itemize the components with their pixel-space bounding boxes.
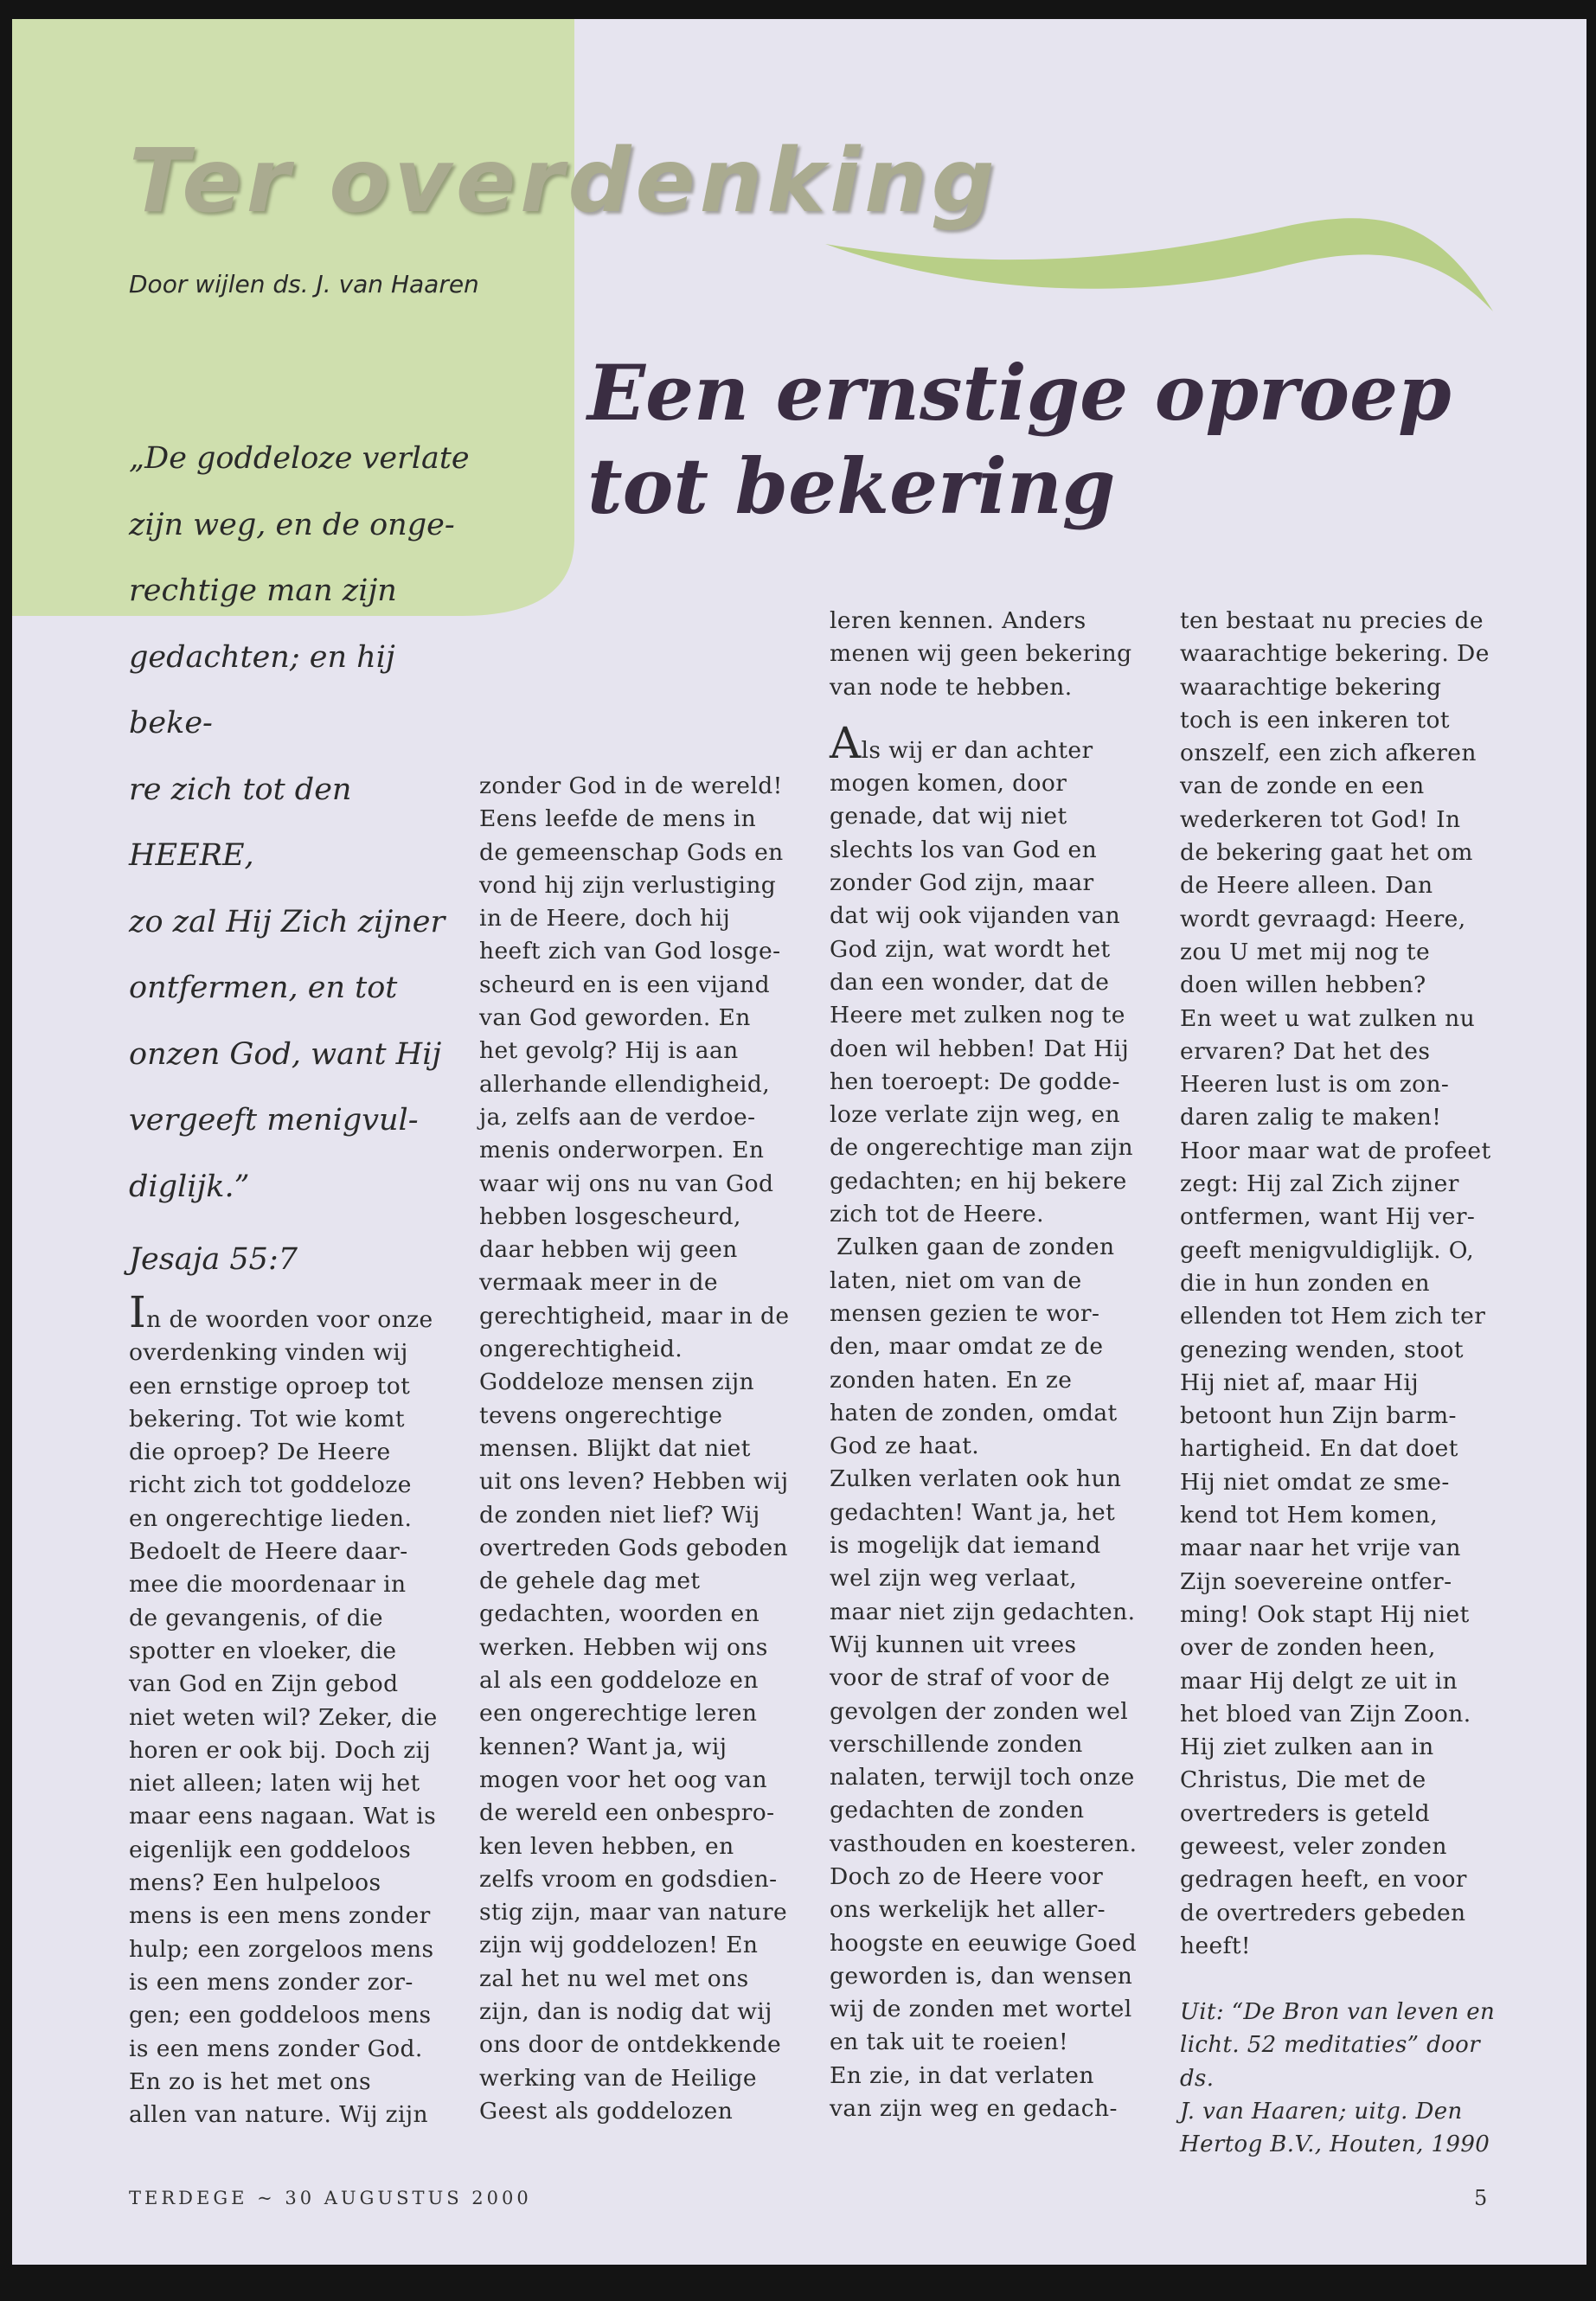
- text-line: dan een wonder, dat de: [830, 968, 1110, 996]
- text-line: kennen? Want ja, wij: [479, 1733, 727, 1760]
- text-line: waarachtige bekering. De: [1180, 640, 1490, 668]
- text-line: de bekering gaat het om: [1180, 839, 1473, 867]
- text-line: zonder God zijn, maar: [830, 869, 1094, 897]
- text-line: een ernstige oproep tot: [129, 1372, 411, 1400]
- text-line: mens is een mens zonder: [129, 1902, 431, 1930]
- text-line: onszelf, een zich afkeren: [1180, 740, 1477, 767]
- text-line: genade, dat wij niet: [830, 803, 1067, 830]
- text-line: van God geworden. En: [479, 1004, 751, 1032]
- text-line: van node te hebben.: [830, 673, 1073, 701]
- text-line: is mogelijk dat iemand: [830, 1532, 1101, 1560]
- text-line: toch is een inkeren tot: [1180, 706, 1450, 734]
- text-line: nalaten, terwijl toch onze: [830, 1764, 1135, 1791]
- text-line: wij de zonden met wortel: [830, 1996, 1132, 2023]
- text-line: allen van nature. Wij zijn: [129, 2101, 428, 2129]
- text-line: Hij ziet zulken aan in: [1180, 1734, 1434, 1761]
- text-line: mogen komen, door: [830, 770, 1067, 798]
- title-line-2: tot bekering: [587, 441, 1116, 531]
- paragraph: [1180, 605, 1513, 1963]
- text-line: gen; een goddeloos mens: [129, 2002, 432, 2029]
- text-line: de overtreders gebeden: [1180, 1899, 1466, 1926]
- text-line: zonden haten. En ze: [830, 1366, 1073, 1394]
- source-citation: [1180, 1996, 1513, 2161]
- text-line: waar wij ons nu van God: [479, 1170, 774, 1197]
- text-line: waarachtige bekering: [1180, 673, 1442, 701]
- text-line: niet alleen; laten wij het: [129, 1770, 420, 1798]
- text-line: hebben losgescheurd,: [479, 1202, 741, 1230]
- text-line: horen er ook bij. Doch zij: [129, 1736, 432, 1764]
- text-line: voor de straf of voor de: [830, 1664, 1111, 1692]
- text-line: kend tot Hem komen,: [1180, 1502, 1439, 1529]
- text-line: gedachten de zonden: [830, 1797, 1085, 1824]
- drop-cap: I: [129, 1287, 147, 1337]
- text-line: Doch zo de Heere voor: [830, 1862, 1104, 1890]
- text-line: ons door de ontdekkende: [479, 2031, 782, 2059]
- text-line: overtreden Gods geboden: [479, 1534, 788, 1561]
- quote-line: re zich tot den HEERE,: [129, 772, 352, 873]
- text-line: mensen. Blijkt dat niet: [479, 1434, 751, 1462]
- text-line: over de zonden heen,: [1180, 1634, 1436, 1662]
- title-line-1: Een ernstige oproep: [587, 348, 1452, 438]
- text-line: dat wij ook vijanden van: [830, 902, 1121, 930]
- section-kicker: Ter overdenking: [129, 130, 999, 233]
- text-line: maar niet zijn gedachten.: [830, 1598, 1136, 1625]
- text-line: verschillende zonden: [830, 1730, 1083, 1758]
- text-line: al als een goddeloze en: [479, 1667, 759, 1695]
- text-line: werking van de Heilige: [479, 2064, 758, 2092]
- text-line: de ongerechtige man zijn: [830, 1134, 1133, 1162]
- author-byline: Door wijlen ds. J. van Haaren: [129, 270, 479, 298]
- article-column-3: [830, 605, 1163, 2125]
- text-line: ervaren? Dat het des: [1180, 1037, 1431, 1065]
- text-line: van de zonde en een: [1180, 772, 1425, 800]
- text-line: hen toeroept: De godde-: [830, 1067, 1120, 1095]
- text-line: genezing wenden, stoot: [1180, 1336, 1464, 1363]
- text-line: maar naar het vrije van: [1180, 1535, 1461, 1562]
- magazine-page: [12, 19, 1586, 2265]
- text-line: van zijn weg en gedach-: [830, 2095, 1118, 2123]
- text-line: bekering. Tot wie komt: [129, 1405, 405, 1433]
- scripture-quote: [129, 426, 475, 1293]
- text-line: ons werkelijk het aller-: [830, 1896, 1106, 1924]
- text-line: hulp; een zorgeloos mens: [129, 1935, 434, 1963]
- quote-line: zijn weg, en de onge-: [129, 507, 455, 542]
- text-line: het gevolg? Hij is aan: [479, 1037, 739, 1065]
- quote-reference: Jesaja 55:7: [129, 1242, 298, 1277]
- text-line: gedragen heeft, en voor: [1180, 1866, 1467, 1894]
- text-line: vond hij zijn verlustiging: [479, 871, 777, 899]
- text-line: God ze haat.: [830, 1433, 980, 1460]
- text-line: zou U met mij nog te: [1180, 938, 1431, 965]
- text-line: allerhande ellendigheid,: [479, 1070, 771, 1098]
- text-line: de gemeenschap Gods en: [479, 838, 784, 866]
- text-line: en tak uit te roeien!: [830, 2029, 1069, 2056]
- text-line: En weet u wat zulken nu: [1180, 1004, 1476, 1032]
- text-line: niet weten wil? Zeker, die: [129, 1703, 438, 1731]
- text-line: tevens ongerechtige: [479, 1401, 723, 1429]
- text-line: Geest als goddelozen: [479, 2097, 734, 2125]
- text-line: mensen gezien te wor-: [830, 1299, 1100, 1327]
- text-line: betoont hun Zijn barm-: [1180, 1402, 1457, 1430]
- text-line: is een mens zonder zor-: [129, 1968, 413, 1996]
- text-line: de zonden niet lief? Wij: [479, 1501, 760, 1529]
- paragraph: [830, 605, 1163, 704]
- text-line: menis onderworpen. En: [479, 1137, 765, 1164]
- text-line: stig zijn, maar van nature: [479, 1899, 788, 1926]
- text-line: menen wij geen bekering: [830, 640, 1132, 668]
- text-line: geweest, veler zonden: [1180, 1832, 1447, 1860]
- quote-line: diglijk.”: [129, 1169, 250, 1204]
- text-line: ja, zelfs aan de verdoe-: [479, 1103, 756, 1131]
- text-line: hartigheid. En dat doet: [1180, 1435, 1458, 1463]
- text-line: werken. Hebben wij ons: [479, 1633, 768, 1661]
- text-line: gevolgen der zonden wel: [830, 1697, 1129, 1725]
- text-line: ken leven hebben, en: [479, 1832, 734, 1860]
- text-line: Zulken gaan de zonden: [836, 1234, 1115, 1261]
- text-line: Eens leefde de mens in: [479, 805, 757, 833]
- text-line: n de woorden voor onze: [146, 1306, 433, 1333]
- quote-line: gedachten; en hij beke-: [129, 639, 395, 740]
- quote-line: „De goddeloze verlate: [129, 441, 470, 476]
- quote-line: onzen God, want Hij: [129, 1036, 442, 1072]
- text-line: J. van Haaren; uitg. Den: [1180, 2099, 1463, 2125]
- text-line: van God en Zijn gebod: [129, 1670, 399, 1698]
- text-line: zijn, dan is nodig dat wij: [479, 1997, 772, 2025]
- text-line: zijn wij goddelozen! En: [479, 1932, 759, 1959]
- text-line: wederkeren tot God! In: [1180, 805, 1461, 833]
- article-title: [587, 346, 1539, 533]
- text-line: vermaak meer in de: [479, 1269, 718, 1297]
- drop-cap: A: [830, 717, 862, 768]
- text-line: doen wil hebben! Dat Hij: [830, 1035, 1130, 1062]
- text-line: ontfermen, want Hij ver-: [1180, 1203, 1476, 1231]
- text-line: Hoor maar wat de profeet: [1180, 1137, 1491, 1164]
- text-line: Heere met zulken nog te: [830, 1002, 1125, 1029]
- quote-line: zo zal Hij Zich zijner: [129, 904, 445, 939]
- text-line: heeft!: [1180, 1932, 1251, 1959]
- text-line: mogen voor het oog van: [479, 1766, 767, 1793]
- page-number: 5: [1474, 2186, 1488, 2210]
- text-line: zegt: Hij zal Zich zijner: [1180, 1170, 1459, 1198]
- text-line: ls wij er dan achter: [861, 736, 1093, 764]
- text-line: En zie, in dat verlaten: [830, 2061, 1094, 2089]
- text-line: daren zalig te maken!: [1180, 1104, 1442, 1131]
- text-line: overdenking vinden wij: [129, 1339, 408, 1367]
- text-line: mens? Een hulpeloos: [129, 1869, 381, 1897]
- text-line: zal het nu wel met ons: [479, 1965, 749, 1992]
- text-line: uit ons leven? Hebben wij: [479, 1468, 789, 1496]
- text-line: die oproep? De Heere: [129, 1439, 391, 1466]
- text-line: Wij kunnen uit vrees: [830, 1631, 1077, 1658]
- text-line: de gevangenis, of die: [129, 1604, 383, 1631]
- text-line: de Heere alleen. Dan: [1180, 872, 1433, 900]
- quote-line: vergeeft menigvul-: [129, 1103, 419, 1138]
- text-line: de wereld een onbespro-: [479, 1799, 775, 1827]
- text-line: En zo is het met ons: [129, 2067, 372, 2095]
- article-column-1: [129, 1287, 462, 2131]
- text-line: Heeren lust is om zon-: [1180, 1071, 1450, 1099]
- text-line: slechts los van God en: [830, 836, 1098, 863]
- text-line: haten de zonden, omdat: [830, 1399, 1118, 1426]
- text-line: ming! Ook stapt Hij niet: [1180, 1600, 1470, 1628]
- text-line: vasthouden en koesteren.: [830, 1830, 1138, 1857]
- text-line: Zijn soevereine ontfer-: [1180, 1567, 1452, 1595]
- paragraph: [479, 770, 812, 2128]
- text-line: leren kennen. Anders: [830, 607, 1086, 634]
- text-line: een ongerechtige leren: [479, 1700, 758, 1727]
- text-line: spotter en vloeker, die: [129, 1637, 397, 1664]
- text-line: zich tot de Heere.: [830, 1201, 1044, 1228]
- text-line: zonder God in de wereld!: [479, 772, 783, 799]
- text-line: laten, niet om van de: [830, 1266, 1082, 1294]
- text-line: mee die moordenaar in: [129, 1571, 407, 1599]
- text-line: en ongerechtige lieden.: [129, 1504, 413, 1532]
- text-line: Christus, Die met de: [1180, 1766, 1426, 1794]
- text-line: gedachten, woorden en: [479, 1600, 760, 1628]
- text-line: richt zich tot goddeloze: [129, 1471, 412, 1499]
- text-line: Bedoelt de Heere daar-: [129, 1538, 408, 1566]
- text-line: ongerechtigheid.: [479, 1336, 683, 1363]
- text-line: die in hun zonden en: [1180, 1269, 1431, 1297]
- text-line: Hij niet omdat ze sme-: [1180, 1468, 1450, 1496]
- text-line: hoogste en eeuwige Goed: [830, 1929, 1138, 1957]
- text-line: daar hebben wij geen: [479, 1236, 738, 1264]
- text-line: ten bestaat nu precies de: [1180, 607, 1484, 634]
- text-line: is een mens zonder God.: [129, 2035, 423, 2062]
- text-line: eigenlijk een goddeloos: [129, 1836, 412, 1863]
- article-column-4: [1180, 605, 1513, 2162]
- text-line: Uit: “De Bron van leven en: [1180, 1999, 1496, 2026]
- footer-publication: TERDEGE ~ 30 AUGUSTUS 2000: [129, 2188, 532, 2208]
- text-line: Hertog B.V., Houten, 1990: [1180, 2131, 1490, 2158]
- text-line: doen willen hebben?: [1180, 971, 1426, 999]
- text-line: maar Hij delgt ze uit in: [1180, 1667, 1458, 1695]
- text-line: Hij niet af, maar Hij: [1180, 1368, 1420, 1396]
- paragraph: [129, 1287, 462, 2131]
- text-line: ellenden tot Hem zich ter: [1180, 1303, 1486, 1330]
- text-line: gedachten; en hij bekere: [830, 1167, 1127, 1195]
- paragraph: [830, 1231, 1163, 2125]
- text-line: loze verlate zijn weg, en: [830, 1101, 1120, 1129]
- text-line: maar eens nagaan. Wat is: [129, 1803, 437, 1830]
- paragraph: [830, 717, 1163, 1231]
- text-line: de gehele dag met: [479, 1567, 701, 1595]
- quote-line: rechtige man zijn: [129, 574, 397, 608]
- text-line: licht. 52 meditaties” door ds.: [1180, 2032, 1481, 2092]
- text-line: Goddeloze mensen zijn: [479, 1368, 755, 1396]
- text-line: overtreders is geteld: [1180, 1799, 1430, 1827]
- text-line: wel zijn weg verlaat,: [830, 1565, 1078, 1593]
- text-line: het bloed van Zijn Zoon.: [1180, 1700, 1471, 1727]
- text-line: geeft menigvuldiglijk. O,: [1180, 1236, 1475, 1264]
- text-line: gedachten! Want ja, het: [830, 1498, 1116, 1526]
- text-line: geworden is, dan wensen: [830, 1962, 1133, 1990]
- text-line: in de Heere, doch hij: [479, 905, 731, 933]
- text-line: wordt gevraagd: Heere,: [1180, 905, 1466, 933]
- text-line: den, maar omdat ze de: [830, 1333, 1104, 1361]
- text-line: zelfs vroom en godsdien-: [479, 1865, 778, 1893]
- article-column-2: [479, 770, 812, 2128]
- text-line: scheurd en is een vijand: [479, 971, 770, 998]
- text-line: Zulken verlaten ook hun: [830, 1465, 1122, 1493]
- text-line: God zijn, wat wordt het: [830, 935, 1111, 963]
- text-line: heeft zich van God losge-: [479, 938, 781, 965]
- quote-line: ontfermen, en tot: [129, 971, 398, 1005]
- text-line: gerechtigheid, maar in de: [479, 1302, 790, 1330]
